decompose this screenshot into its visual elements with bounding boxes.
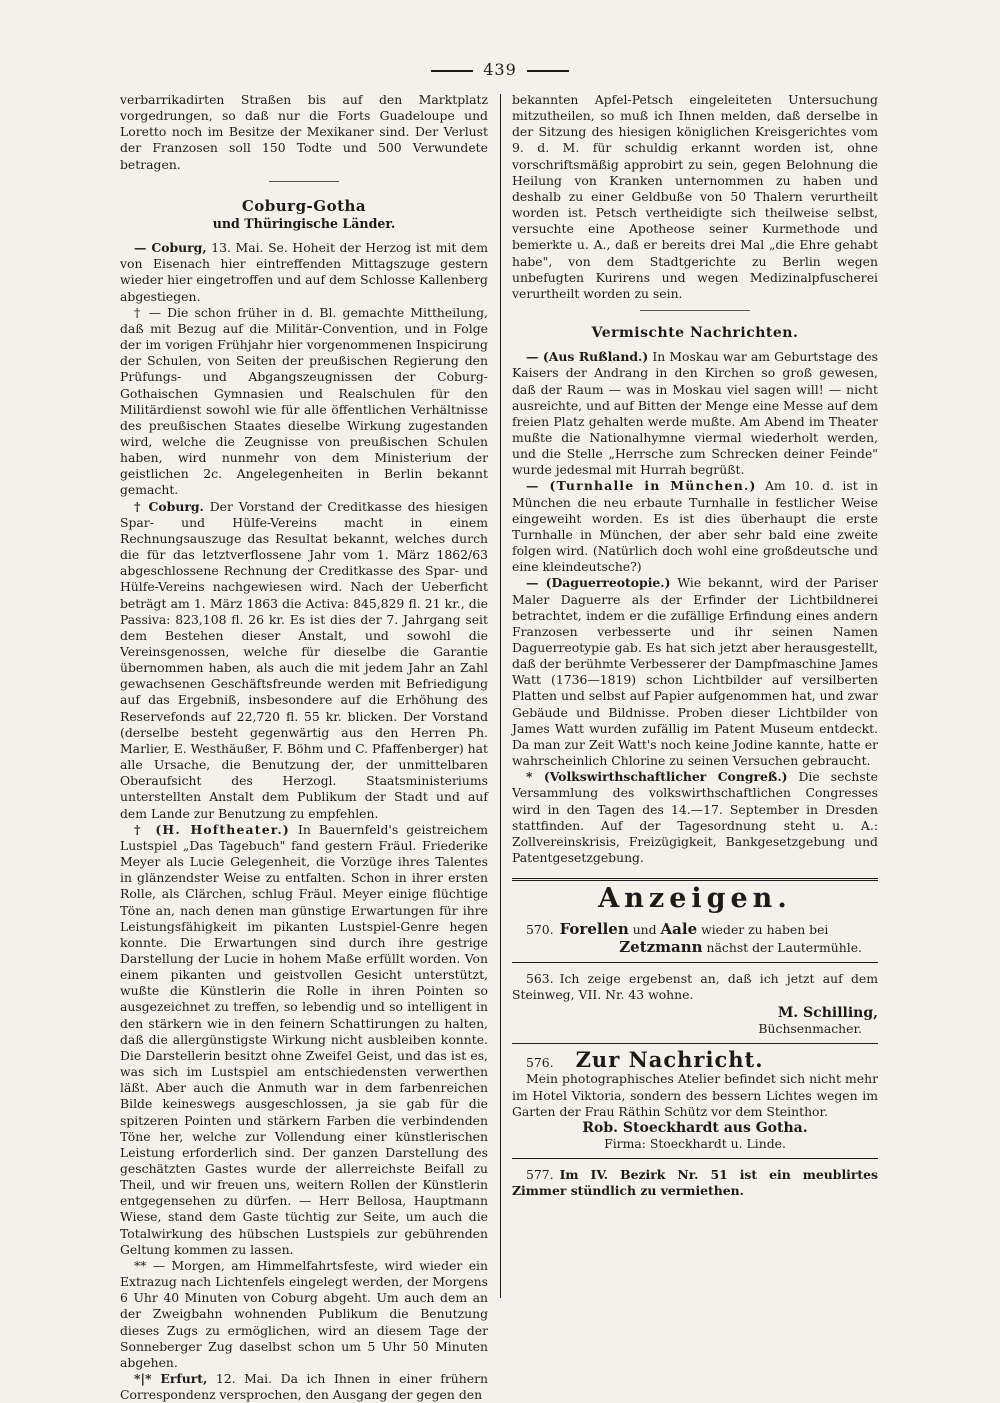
article-militaer-convention: † — Die schon früher in d. Bl. gemachte Mittheilung, daß mit Bezug auf die Militär-Convention, und in Folge der im vorigen Frühjahr hier vorgenommenen Inspicirung der Schulen, von Seiten der preußischen Regierung den Prüfungs- und Abgangszeugnissen der Coburg-Gothaischen Gymnasien und Realschulen für den Militärdienst sowohl wie für alle öffentlichen Verhältnisse des preußischen Staates dieselbe Wirkung zugestanden wird, welche die Zeugnisse von preußischen Schulen haben, wird nunmehr von dem Ministerium der geistlichen 2c. Angelegenheiten in Berlin bekannt gemacht. [120, 304, 488, 498]
article-text: Der Vorstand der Creditkasse des hiesigen Spar- und Hülfe-Vereins macht in einem Rechnungsauszuge das Resultat bekannt, welches durch die für das letztverflossene Jahr vom 1. März 1862/63 abgeschlossene Rechnung der Creditkasse des Spar- und Hülfe-Vereins nachgewiesen wird. Nach der Ueberficht beträgt am 1. März 1863 die Activa: 845,829 fl. 21 kr., die Passiva: 823,108 fl. 26 kr. Es ist dies der 7. Jahrgang seit dem Bestehen dieser Anstalt, und sowohl die Vereinsgenossen, welche für dieselbe die Garantie übernommen haben, als auch die mit jedem Jahr an Zahl gewachsenen Geschäftsfreunde werden mit Befriedigung auf das Ergebniß, insbesondere auf die Erhöhung des Reservefonds auf 22,720 fl. 55 kr. blicken. Der Vorstand (derselbe besteht gegenwärtig aus den Herren Ph. Marlier, E. Westhäußer, F. Böhm und C. Pfaffenberger) hat alle Ursache, die Benutzung der, der unmittelbaren Oberaufsicht des Herzogl. Staatsministeriums unterstellten Anstalt dem Publikum der Stadt und auf dem Lande zur Benutzung zu empfehlen. [120, 498, 488, 821]
right-column [512, 92, 878, 1200]
ad-number: 577. [526, 1167, 554, 1183]
section-title-vermischte: Vermischte Nachrichten. [591, 325, 799, 342]
news-turnhalle [512, 478, 878, 575]
article-lead: — Coburg, [134, 240, 207, 256]
ad-563 [512, 971, 878, 1003]
ad-text: nächst der Lautermühle. [706, 939, 862, 955]
intro-paragraph: verbarrikadirten Straßen bis auf den Marktplatz vorgedrungen, so daß nur die Forts Guadeloupe und Loretto noch im Besitze der Mexikaner sind. Der Verlust der Franzosen soll 150 Todte und 500 Verwundete betragen. [120, 92, 488, 172]
column-divider [500, 94, 501, 1298]
ad-570-merchant [512, 939, 878, 956]
separator-rule [640, 310, 750, 311]
news-congress [512, 769, 878, 866]
article-text: 13. Mai. Se. Hoheit der Herzog ist mit dem von Eisenach hier eintreffenden Mittagszuge gestern wieder hier eingetroffen und auf dem Schlosse Kallenberg abgestiegen. [120, 240, 488, 304]
ad-576-heading [512, 1047, 878, 1073]
article-text: In Bauernfeld's geistreichem Lustspiel „Das Tagebuch" fand gestern Fräul. Friederike Meyer als Lucie Gelegenheit, die Vorzüge ihres Talentes in glänzendster Weise zu entfalten. Schon in ihrer ersten Rolle, als Clärchen, schlug Fräul. Meyer einige flüchtige Töne an, nach denen man günstige Erwartungen für ihre Leistungsfähigkeit im pikanten Lustspiel-Genre hegen konnte. Die Erwartungen sind durch ihre gestrige Darstellung der Lucie in hohem Maße erfüllt worden. Von einem pikanten und geistvollen Gesicht unterstützt, wußte die Künstlerin die Rolle in ihren Pointen so ausgezeichnet zu treffen, so lebendig und so intelligent in den stärkern wie in den feinern Schattirungen zu halten, daß die allergünstigste Wirkung nicht ausbleiben konnte. Die Darstellerin besitzt ohne Zweifel Geist, und das ist es, was sich im Lustspiel am entschiedensten verwerthen läßt. Aber auch die Anmuth war in dem farbenreichen Bilde keineswegs ausgeschlossen, ja sie gab für die spitzeren Pointen und stärkern Farben die verbindenden Töne her, welche zur Vollendung einer künstlerischen Leistung erforderlich sind. Der ganzen Darstellung des geschätzten Gastes wurde der allerreichste Beifall zu Theil, und wir freuen uns, weitern Rollen der Künstlerin entgegensehen zu dürfen. — Herr Bellosa, Hauptmann Wiese, stand dem Gaste tüchtig zur Seite, um auch die Totalwirkung des hübschen Lustspiels zur gebührenden Geltung kommen zu lassen. [120, 821, 488, 1257]
left-column [120, 92, 488, 1403]
news-daguerreotopie [512, 575, 878, 769]
news-text: In Moskau war am Geburtstage des Kaisers der Andrang in den Kirchen so groß gewesen, daß der Raum — was in Moskau viel sagen will! — nicht ausreichte, und auf Bitten der Menge eine Messe auf dem freien Platz gehalten werde mußte. Am Abend im Theater mußte die Nationalhymne viermal wiederholt werden, und die Stelle „Herrsche zum Schrecken deiner Feinde" wurde jedesmal mit Hurrah begrüßt. [512, 349, 878, 478]
ad-divider [512, 962, 878, 963]
page-number: 439 [483, 60, 517, 79]
page-number-rule-left [431, 70, 473, 72]
news-lead: * (Volkswirthschaftlicher Congreß.) [526, 769, 788, 785]
article-text: 12. Mai. Da ich Ihnen in einer frühern Correspondenz versprochen, den Ausgang der gegen den [120, 1371, 488, 1403]
ad-number: 570. [526, 922, 554, 938]
ad-number: 576. [526, 1055, 554, 1071]
ad-563-signature: M. Schilling, [777, 1004, 878, 1021]
ad-text: und [632, 922, 657, 938]
ad-text: wieder zu haben bei [701, 922, 829, 938]
ads-title: Anzeigen. [598, 883, 792, 915]
news-text: Die sechste Versammlung des volkswirthschaftlichen Congresses wird in den Tagen des 14.—17. September in Dresden stattfinden. Auf der Tagesordnung steht u. A.: Zollvereinskrisis, Freizügigkeit, Bankgesetzgebung und Patentgesetzgebung. [512, 769, 878, 866]
article-lead: † (H. Hoftheater.) [134, 821, 290, 837]
ads-top-rule [512, 878, 878, 881]
article-lead: † Coburg. [134, 498, 204, 514]
news-lead: — (Aus Rußland.) [526, 349, 649, 365]
ad-570 [512, 921, 878, 938]
ad-item: Aale [660, 920, 698, 939]
ad-576-text: Mein photographisches Atelier befindet sich nicht mehr im Hotel Viktoria, sondern des bessern Lichtes wegen im Garten der Frau Räthin Schütz vor dem Steinthor. [512, 1071, 878, 1119]
ad-divider [512, 1043, 878, 1044]
news-text: Wie bekannt, wird der Pariser Maler Daguerre als der Erfinder der Lichtbildnerei betrachtet, indem er die zufällige Erfindung eines andern Franzosen verbesserte und ihr seinen Namen Daguerreotypie gab. Es hat sich jetzt aber herausgestellt, daß der berühmte Verbesserer der Dampfmaschine James Watt (1736—1819) schon Lichtbilder auf versilberten Platten und selbst auf Papier aufgenommen hat, und zwar Gebäude und Bildnisse. Proben dieser Lichtbilder von James Watt wurden zufällig im Patent Museum entdeckt. Da man zur Zeit Watt's noch keine Jodine kannte, hatte er wahrscheinlich Chlorine zu seinen Versuchen gebraucht. [512, 575, 878, 769]
section-title-coburg-gotha: Coburg-Gotha [241, 196, 367, 215]
page-number-header [0, 60, 1000, 79]
ad-merchant-name: Zetzmann [619, 937, 703, 956]
ad-563-role: Büchsenmacher. [758, 1021, 862, 1037]
news-text: Am 10. d. ist in München die neu erbaute Turnhalle in festlicher Weise eingeweiht worden. Es ist dies überhaupt die erste Turnhalle in München, der aber sehr bald eine zweite folgen wird. (Natürlich doch wohl eine großdeutsche und eine kleindeutsche?) [512, 478, 878, 575]
article-erfurt [120, 1371, 488, 1403]
ad-576-signature: Rob. Stoeckhardt aus Gotha. [582, 1119, 808, 1136]
ad-headline: Zur Nachricht. [575, 1047, 764, 1073]
ad-577 [512, 1167, 878, 1199]
article-lead: *|* Erfurt, [134, 1371, 208, 1387]
news-russland [512, 349, 878, 478]
ad-item: Forellen [559, 920, 629, 939]
news-lead: — (Turnhalle in München.) [526, 478, 757, 494]
article-creditkasse [120, 499, 488, 822]
ad-number: 563. [526, 970, 554, 986]
separator-rule [269, 181, 339, 182]
news-lead: — (Daguerreotopie.) [526, 575, 671, 591]
ad-text: Ich zeige ergebenst an, daß ich jetzt auf dem Steinweg, VII. Nr. 43 wohne. [512, 970, 878, 1002]
article-erfurt-continued: bekannten Apfel-Petsch eingeleiteten Untersuchung mitzutheilen, so muß ich Ihnen melden, daß derselbe in der Sitzung des hiesigen königlichen Kreisgerichtes vom 9. d. M. für schuldig erkannt worden ist, ohne vorschriftsmäßig approbirt zu sein, gegen Belohnung die Heilung von Kranken unternommen zu haben und deshalb zu einer Geldbuße von 50 Thalern verurtheilt worden ist. Petsch vertheidigte sich theilweise selbst, versuchte eine Apotheose seiner Kurmethode und bemerkte u. A., daß er bereits drei Mal „die Ehre gehabt habe", von dem Stadtgerichte zu Berlin wegen unbefugten Kurirens und wegen Medizinalpfuscherei verurtheilt worden zu sein. [512, 92, 878, 301]
article-hoftheater [120, 822, 488, 1258]
article-extrazug: ** — Morgen, am Himmelfahrtsfeste, wird wieder ein Extrazug nach Lichtenfels eingelegt werden, der Morgens 6 Uhr 40 Minuten von Coburg abgeht. Um auch dem an der Zweigbahn wohnenden Publikum die Benutzung dieses Zugs zu ermöglichen, wird an diesem Tage der Sonneberger Zug daselbst schon um 5 Uhr 50 Minuten abgehen. [120, 1257, 488, 1370]
ad-divider [512, 1158, 878, 1159]
article-coburg-herzog [120, 240, 488, 305]
ad-576-firm: Firma: Stoeckhardt u. Linde. [604, 1136, 786, 1152]
ad-text: Im IV. Bezirk Nr. 51 ist ein meublirtes Zimmer stündlich zu vermiethen. [512, 1167, 878, 1199]
section-subtitle-thueringen: und Thüringische Länder. [212, 215, 396, 231]
page-number-rule-right [527, 70, 569, 72]
